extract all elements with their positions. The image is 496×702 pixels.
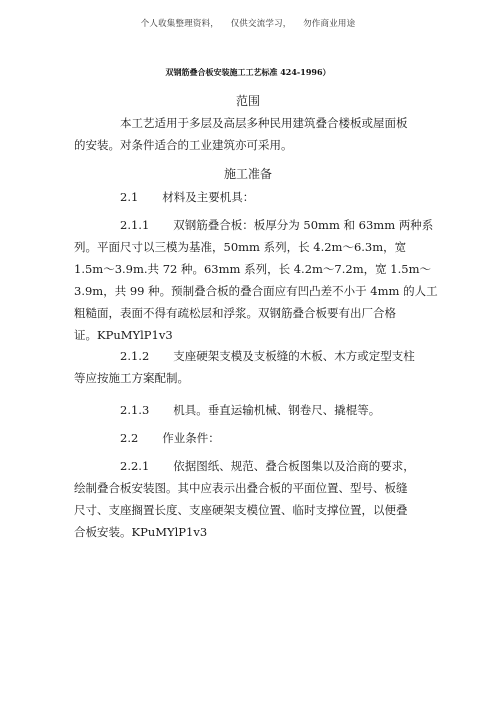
section-2-2-1-first-line — [74, 455, 420, 477]
section-2-2-1-line-4: 合板安装。KPuMYlP1v3 — [74, 525, 208, 539]
section-2-2-1-line-2: 绘制叠合板安装图。其中应表示出叠合板的平面位置、型号、板缝 — [74, 481, 408, 495]
section-2-1-1 — [74, 214, 438, 346]
section-2-1-1-line-2: 列。平面尺寸以三模为基准，50mm 系列，长 4.2m～6.3m，宽 — [74, 240, 407, 254]
section-2-1-2-first-line — [74, 345, 420, 367]
section-2-1-3-line — [74, 399, 420, 421]
section-2-2-text: 作业条件： — [162, 431, 220, 445]
header-note: 个人收集整理资料， 仅供交流学习， 勿作商业用途 — [140, 19, 356, 29]
section-2-1-1-line-4: 3.9m，共 99 种。预制叠合板的叠合面应有凹凸差不小于 4mm 的人工 — [74, 284, 438, 298]
section-2-2-1-first-text: 依据图纸、规范、叠合板图集以及洽商的要求， — [173, 459, 415, 473]
section-2-1-1-first-text: 双钢筋叠合板：板厚分为 50mm 和 63mm 两种系 — [173, 218, 434, 232]
section-2-1-1-line-3: 1.5m～3.9m.共 72 种。63mm 系列，长 4.2m～7.2m，宽 1.5m～ — [74, 262, 431, 276]
section-2-2-line — [74, 427, 420, 449]
section-2-1-line — [74, 186, 420, 208]
section-2-2-number: 2.2 — [120, 431, 139, 445]
section-2-1-1-line-6: 证。KPuMYlP1v3 — [74, 328, 173, 342]
section-2-1-2-number: 2.1.2 — [120, 349, 150, 363]
section-2-2-1 — [74, 455, 420, 543]
scope-line-2: 的安装。对条件适合的工业建筑亦可采用。 — [74, 138, 293, 152]
section-2-1-3-text: 机具。垂直运输机械、钢卷尺、撬棍等。 — [173, 403, 381, 417]
section-2-2-1-line-3: 尺寸、支座搁置长度、支座硬架支模位置、临时支撑位置，以便叠 — [74, 503, 408, 517]
scope-paragraph — [74, 112, 420, 156]
scope-heading: 范围 — [235, 94, 260, 108]
section-2-1-3 — [74, 399, 420, 421]
section-2-1 — [74, 186, 420, 208]
section-2-1-1-number: 2.1.1 — [120, 218, 150, 232]
section-2-1-1-first-line — [74, 214, 434, 236]
prep-heading: 施工准备 — [223, 167, 272, 181]
section-2-1-2-line-2: 等应按施工方案配制。 — [74, 371, 189, 385]
document-title: 双钢筋叠合板安装施工工艺标准 424-1996） — [165, 67, 331, 77]
section-2-1-1-line-5: 粗糙面，表面不得有疏松层和浮浆。双钢筋叠合板要有出厂合格 — [74, 306, 396, 320]
section-2-1-3-number: 2.1.3 — [120, 403, 150, 417]
section-2-1-text: 材料及主要机具： — [162, 190, 255, 204]
section-2-1-number: 2.1 — [120, 190, 139, 204]
section-2-2-1-number: 2.2.1 — [120, 459, 150, 473]
scope-line-1: 本工艺适用于多层及高层多种民用建筑叠合楼板或屋面板 — [120, 116, 408, 130]
section-2-1-2 — [74, 345, 420, 389]
section-2-1-2-first-text: 支座硬架支模及支板缝的木板、木方或定型支柱 — [173, 349, 415, 363]
section-2-2 — [74, 427, 420, 449]
